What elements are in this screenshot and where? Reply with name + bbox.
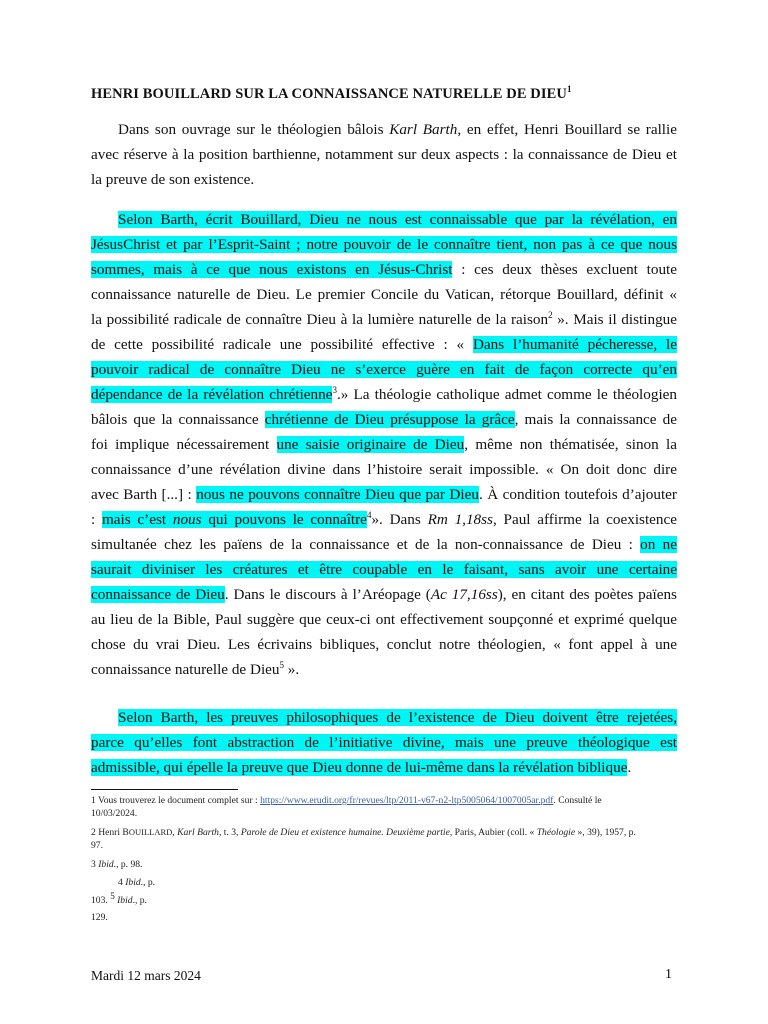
- footnote-4: [118, 876, 155, 889]
- paragraph-line: [91, 457, 677, 482]
- text-run: 2 Henri B: [91, 827, 129, 838]
- ibid: Ibid: [117, 895, 133, 906]
- footnote-number: 5: [110, 890, 115, 901]
- text-run: Dans son ouvrage sur le théologien bâlois: [118, 121, 390, 138]
- paragraph-line: [91, 755, 677, 780]
- book-title: Karl Barth: [389, 121, 458, 138]
- text-run: connaissance naturelle de Dieu. Le premier Concile du Vatican, rétorque Bouillard, définit «: [91, 286, 677, 303]
- highlight: connaissance de Dieu: [91, 586, 225, 603]
- paragraph-line: [91, 207, 677, 232]
- text-run: connaissance naturelle de Dieu: [91, 661, 280, 678]
- paragraph-line: [91, 632, 677, 657]
- text-run: 103.: [91, 895, 111, 906]
- paragraph-proofs: [91, 705, 677, 780]
- paragraph-intro: [91, 117, 677, 192]
- text-run: », 39), 1957, p.: [575, 827, 636, 838]
- highlight: dépendance de la révélation chrétienne: [91, 386, 333, 403]
- text-run: 10/03/2024.: [91, 808, 138, 819]
- highlight: nous ne pouvons connaître Dieu que par Dieu: [196, 486, 479, 503]
- document-title: [91, 86, 572, 103]
- text-run: ., p.: [132, 895, 147, 906]
- text-run: foi implique nécessairement: [91, 436, 277, 453]
- paragraph-line: [91, 657, 677, 682]
- text-run: avec Barth [...] :: [91, 486, 197, 503]
- highlight: sommes, mais à ce que nous existons en Jésus-Christ: [91, 261, 453, 278]
- footnote-ref[interactable]: 2: [548, 309, 553, 320]
- text-run: :: [91, 511, 102, 528]
- paragraph-line: [91, 282, 677, 307]
- text-run: ., p. 98.: [113, 859, 143, 870]
- paragraph-line: [91, 142, 677, 167]
- highlight: [102, 511, 367, 528]
- text-run: , même non thématisée, sinon la: [464, 436, 677, 453]
- title-text: HENRI BOUILLARD SUR LA CONNAISSANCE NATURELLE DE DIEU: [91, 86, 567, 102]
- text-run: 97.: [91, 840, 103, 851]
- highlight: une saisie originaire de Dieu: [276, 436, 465, 453]
- highlight: Selon Barth, écrit Bouillard, Dieu ne nous est connaissable que par la révélation, en: [118, 211, 677, 228]
- text-run: avec réserve à la position barthienne, notamment sur deux aspects : la connaissance de Dieu et: [91, 146, 677, 163]
- text-run: ,: [172, 827, 178, 838]
- text-run: au lieu de la Bible, Paul suggère que ceux-ci ont effectivement soupçonné et exprimé quelque: [91, 611, 677, 628]
- highlight: on ne: [640, 536, 677, 553]
- footnote-ref[interactable]: 5: [279, 659, 284, 670]
- text-run: .: [627, 759, 632, 776]
- footnote-link[interactable]: https://www.erudit.org/fr/revues/ltp/2011-v67-n2-ltp5005064/1007005ar.pdf: [260, 795, 554, 806]
- paragraph-line: [91, 607, 677, 632]
- text-run: 129.: [91, 912, 108, 923]
- text-run: simultanée chez les païens de la connaissance et de la non-connaissance de Dieu :: [91, 536, 641, 553]
- paragraph-line: [91, 482, 677, 507]
- paragraph-line: [91, 232, 677, 257]
- text-run: ».: [284, 661, 300, 678]
- paragraph-line: [91, 407, 677, 432]
- footnote-ref[interactable]: 3: [332, 384, 337, 395]
- text-run: connaissance d’une révélation divine dans l’histoire serait impossible. « On doit donc dire: [91, 461, 677, 478]
- footnote-5: [91, 890, 147, 907]
- paragraph-barth-revelation: [91, 207, 677, 682]
- text-run: 1 Vous trouverez le document complet sur :: [91, 795, 261, 806]
- text-run: bâlois que la connaissance: [91, 411, 265, 428]
- text-run: la possibilité radicale de connaître Dieu à la lumière naturelle de la raison: [91, 311, 549, 328]
- paragraph-line: [91, 357, 677, 382]
- collection-name: Théologie: [536, 827, 576, 838]
- text-run: la preuve de son existence.: [91, 171, 255, 188]
- bible-reference: Rm 1,18ss: [427, 511, 493, 528]
- text-run: 3: [91, 859, 99, 870]
- paragraph-line: [91, 557, 677, 582]
- text-run: 4: [118, 877, 126, 888]
- text-run: ., p.: [140, 877, 156, 888]
- footer-date: Mardi 12 mars 2024: [91, 968, 201, 983]
- text-run: . À condition toutefois d’ajouter: [478, 486, 677, 503]
- paragraph-line: [91, 532, 677, 557]
- text-run: : ces deux thèses excluent toute: [452, 261, 677, 278]
- text-run: . Consulté le: [553, 795, 602, 806]
- text-run: chose du vrai Dieu. Les écrivains bibliques, conclut notre théologien, « font appel à une: [91, 636, 677, 653]
- text-run: qui pouvons le connaître: [201, 511, 367, 528]
- ibid: Ibid: [125, 877, 141, 888]
- text-run: , Paul affirme la coexistence: [492, 511, 677, 528]
- paragraph-line: [91, 307, 677, 332]
- page-number: 1: [665, 967, 672, 982]
- text-run: ». Mais il distingue: [552, 311, 677, 328]
- text-run: , Paris, Aubier (coll. «: [449, 827, 537, 838]
- text-run: de cette possibilité radicale une possibilité effective : «: [91, 336, 473, 353]
- paragraph-line: [91, 705, 677, 730]
- text-run: , t. 3,: [218, 827, 241, 838]
- footnote-separator: [91, 789, 238, 790]
- highlight: saurait diviniser les créatures et être coupable en le faisant, sans avoir une certaine: [91, 561, 677, 578]
- paragraph-line: [91, 257, 677, 282]
- paragraph-line: [91, 382, 677, 407]
- text-run: mais c’est: [101, 511, 173, 528]
- footnote-6: [91, 911, 108, 924]
- paragraph-line: [91, 730, 677, 755]
- highlight: pouvoir radical de connaître Dieu ne s’exerce guère en fait de façon correcte qu’en: [91, 361, 677, 378]
- bible-reference: Ac 17,16ss: [430, 586, 498, 603]
- footnote-3: [91, 858, 142, 871]
- emphasis: nous: [172, 511, 202, 528]
- highlight: admissible, qui épelle la preuve que Dieu donne de lui-même dans la révélation biblique: [91, 759, 628, 776]
- paragraph-line: [91, 432, 677, 457]
- paragraph-line: [91, 167, 677, 192]
- highlight: JésusChrist et par l’Esprit-Saint ; notre pouvoir de le connaître tient, non pas à ce que nous: [91, 236, 677, 253]
- paragraph-line: [91, 582, 677, 607]
- text-run: ». Dans: [371, 511, 428, 528]
- highlight: chrétienne de Dieu présuppose la grâce: [264, 411, 515, 428]
- footnote-2: [91, 826, 681, 852]
- text-run: ), en citant des poètes païens: [497, 586, 677, 603]
- text-run: . Dans le discours à l’Aréopage (: [224, 586, 431, 603]
- footnote-ref[interactable]: 4: [366, 509, 372, 520]
- highlight: Selon Barth, les preuves philosophiques de l’existence de Dieu doivent être rejetées,: [118, 709, 677, 726]
- text-run: , en effet, Henri Bouillard se rallie: [457, 121, 677, 138]
- book-title: Parole de Dieu et existence humaine. Deuxième partie: [240, 827, 450, 838]
- highlight: parce qu’elles font abstraction de l’initiative divine, mais une preuve théologique est: [91, 734, 677, 751]
- paragraph-line: [91, 332, 677, 357]
- book-title: Karl Barth: [177, 827, 219, 838]
- ibid: Ibid: [98, 859, 114, 870]
- author-name: OUILLARD: [128, 827, 173, 837]
- text-run: , mais la connaissance de: [514, 411, 677, 428]
- title-footnote-ref[interactable]: 1: [566, 84, 572, 95]
- paragraph-line: [91, 507, 677, 532]
- footnote-1: [91, 794, 681, 820]
- text-run: .» La théologie catholique admet comme le théologien: [336, 386, 678, 403]
- paragraph-line: [91, 117, 677, 142]
- highlight: Dans l’humanité pécheresse, le: [472, 336, 677, 353]
